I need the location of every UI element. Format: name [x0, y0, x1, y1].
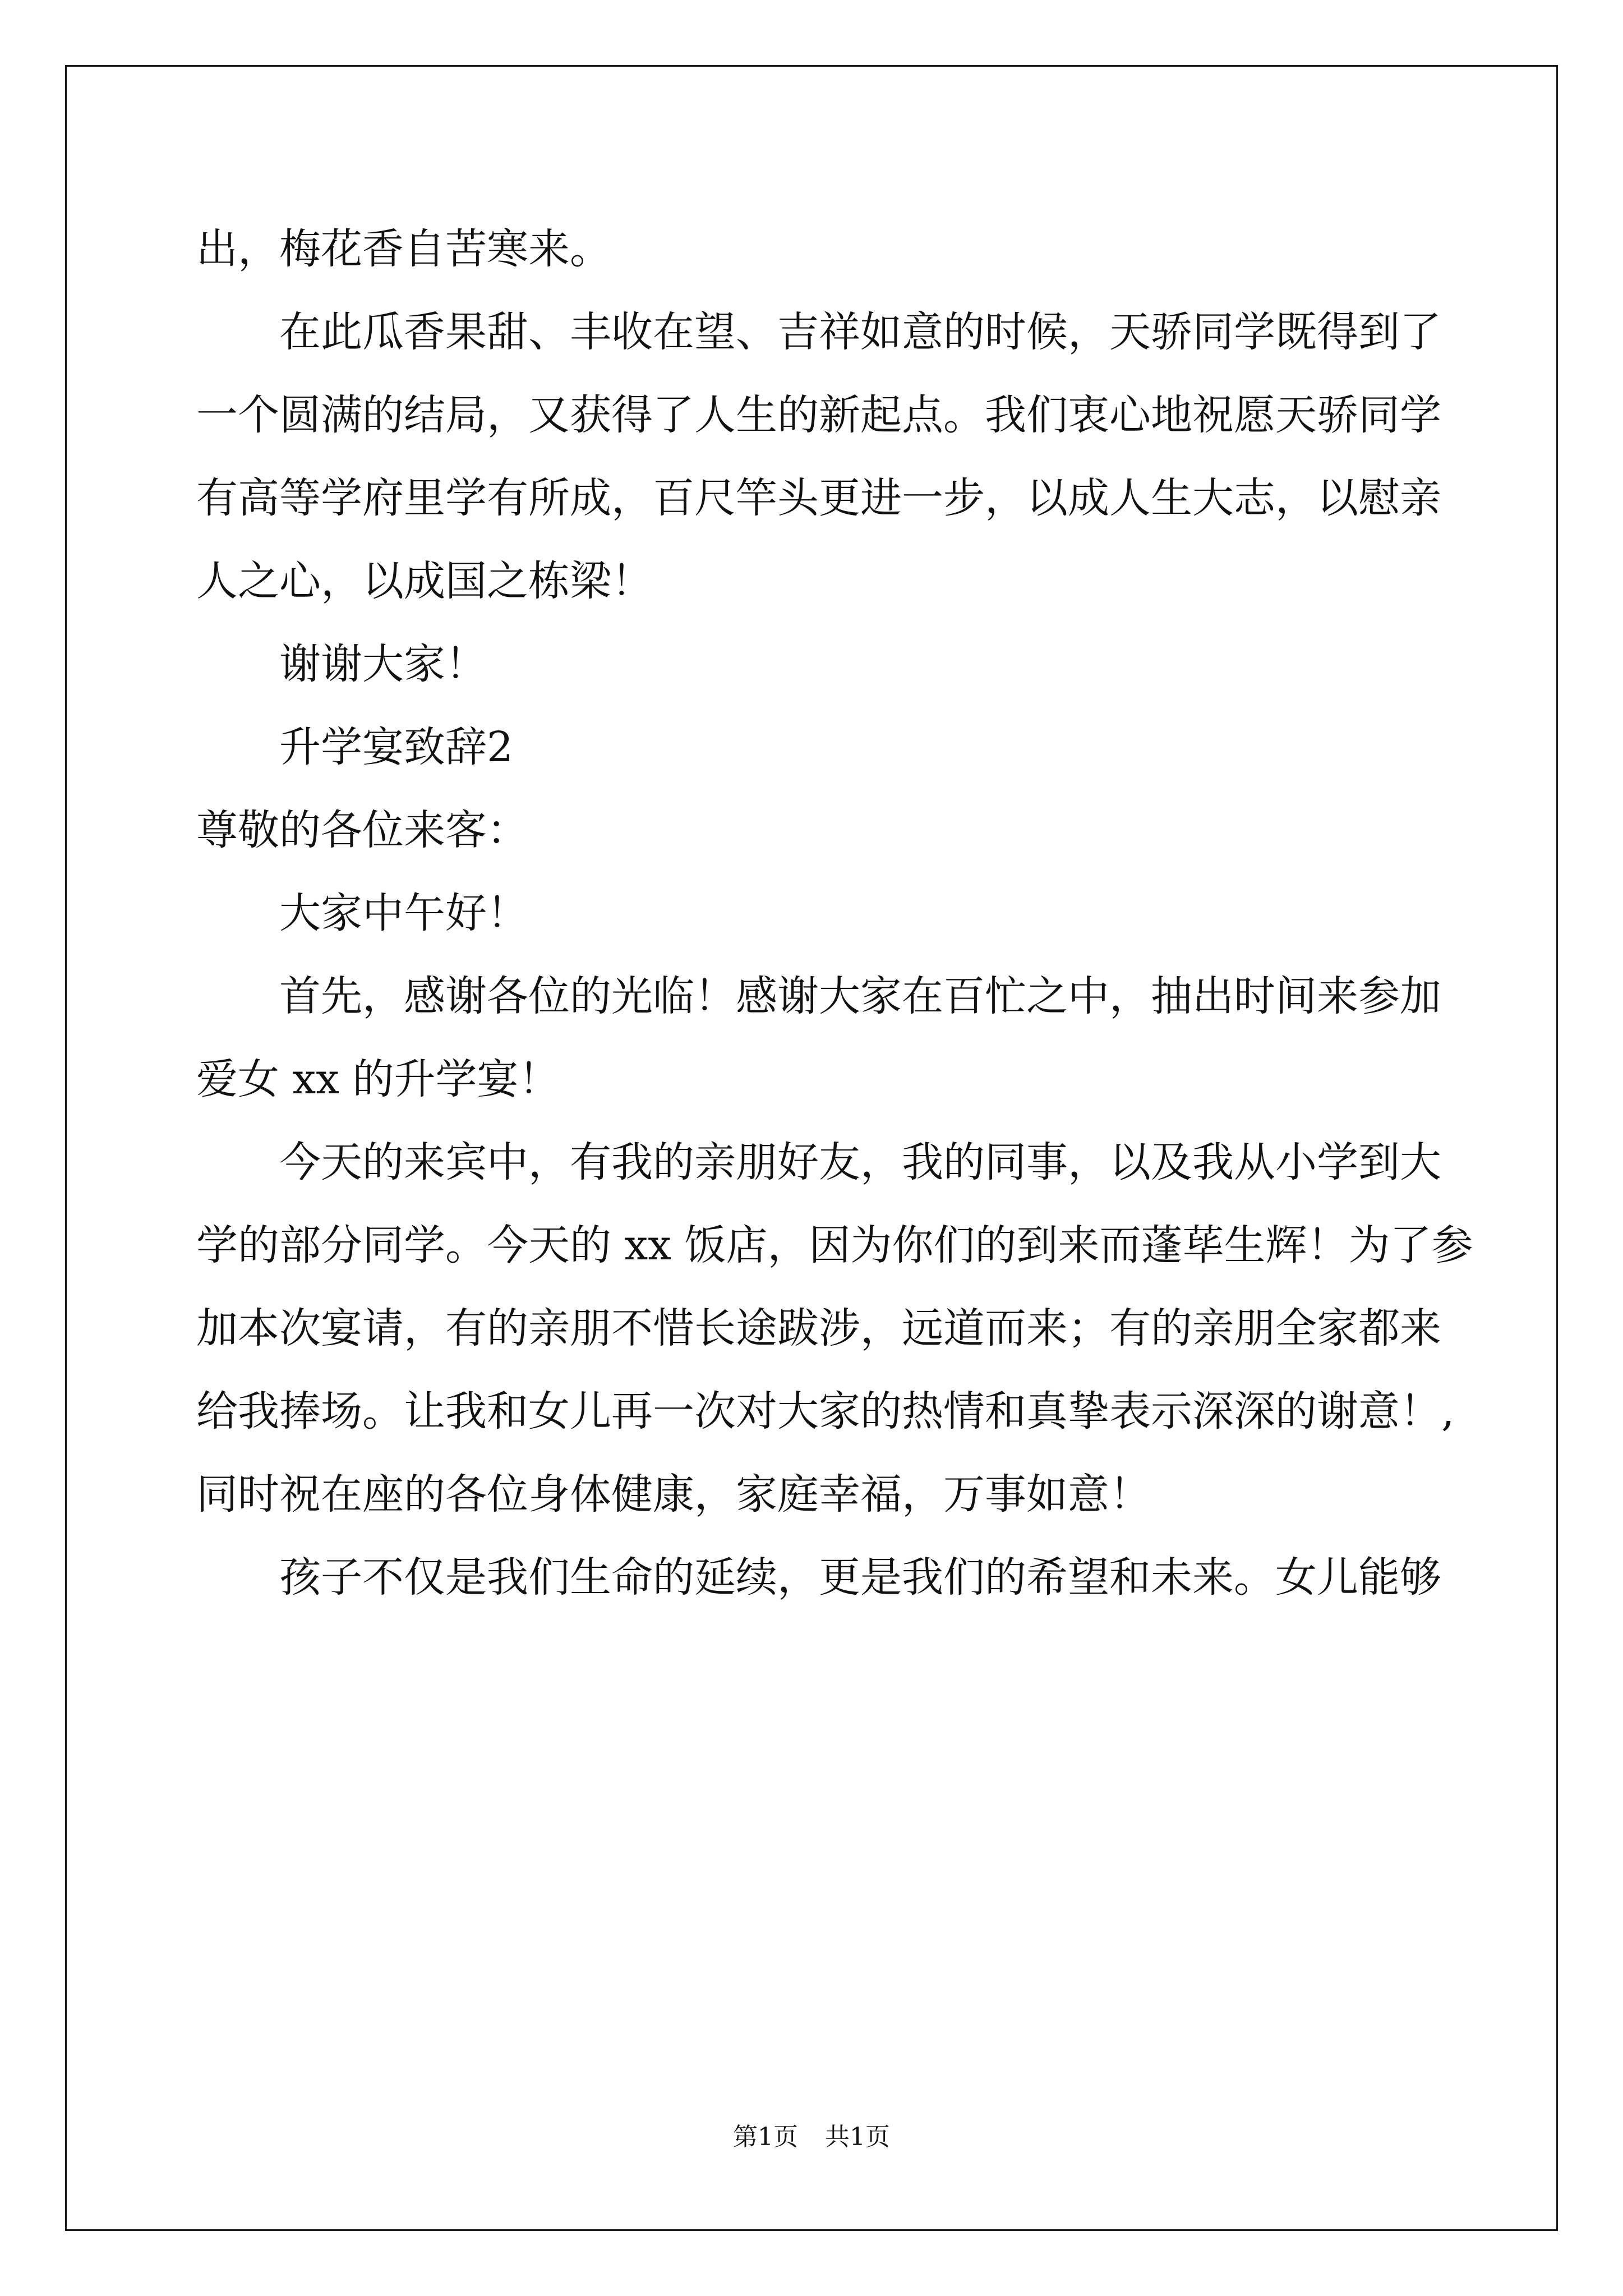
text-line: 爱女 xx 的升学宴！ — [196, 1055, 560, 1103]
text-line: 出，梅花香自苦寒来。 — [196, 225, 611, 273]
text-line: 大家中午好！ — [279, 889, 528, 937]
text-line: 今天的来宾中，有我的亲朋好友，我的同事，以及我从小学到大 — [279, 1138, 1441, 1186]
section-heading: 升学宴致辞2 — [279, 723, 514, 771]
text-line: 首先，感谢各位的光临！感谢大家在百忙之中，抽出时间来参加 — [279, 972, 1441, 1020]
document-body — [196, 208, 1473, 1619]
text-line: 学的部分同学。今天的 xx 饭店，因为你们的到来而蓬荜生辉！为了参 — [196, 1221, 1473, 1269]
salutation: 尊敬的各位来客： — [196, 806, 528, 854]
text-line: 一个圆满的结局，又获得了人生的新起点。我们衷心地祝愿天骄同学 — [196, 391, 1441, 439]
text-line: 人之心，以成国之栋梁！ — [196, 557, 653, 605]
text-line: 有高等学府里学有所成，百尺竿头更进一步，以成人生大志，以慰亲 — [196, 474, 1441, 522]
page-total: 共1页 — [825, 2123, 890, 2151]
page-number: 第1页 — [733, 2123, 798, 2151]
text-line: 加本次宴请，有的亲朋不惜长途跋涉，远道而来；有的亲朋全家都来 — [196, 1304, 1441, 1352]
text-line: 给我捧场。让我和女儿再一次对大家的热情和真挚表示深深的谢意！, — [196, 1387, 1455, 1435]
text-line: 谢谢大家！ — [279, 640, 487, 688]
text-line: 在此瓜香果甜、丰收在望、吉祥如意的时候，天骄同学既得到了 — [279, 308, 1441, 356]
text-line: 同时祝在座的各位身体健康，家庭幸福，万事如意！ — [196, 1470, 1151, 1519]
page-footer — [0, 2120, 1623, 2154]
text-line: 孩子不仅是我们生命的延续，更是我们的希望和未来。女儿能够 — [279, 1553, 1441, 1602]
